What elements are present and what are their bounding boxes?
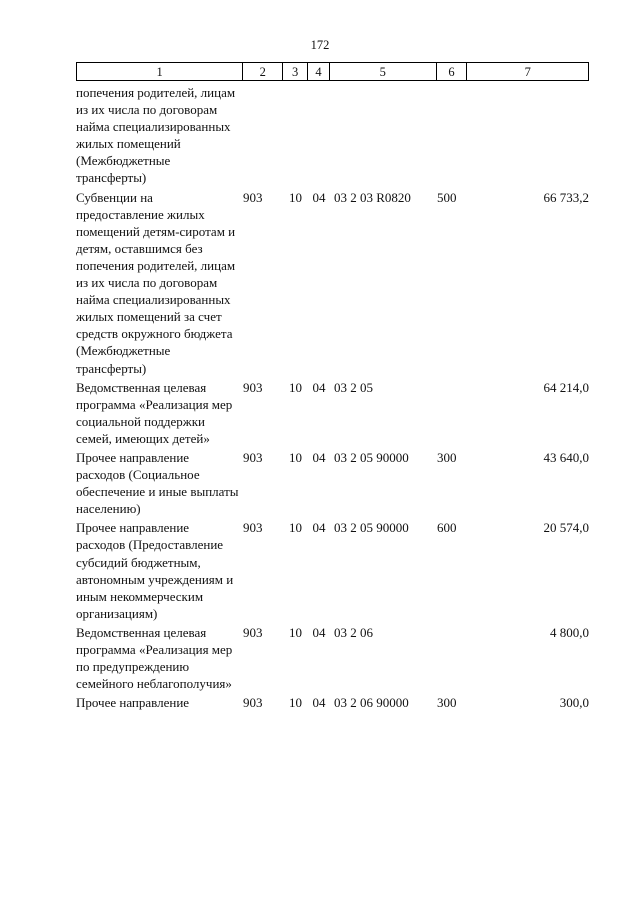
row-code: 903 xyxy=(243,379,263,395)
header-col-4: 4 xyxy=(308,63,330,80)
row-subsection: 04 xyxy=(312,449,326,465)
row-code: 903 xyxy=(243,695,263,711)
row-code: 903 xyxy=(243,449,263,465)
table-row xyxy=(76,694,589,711)
row-target: 03 2 05 90000 xyxy=(334,520,409,536)
row-name: Прочее направление расходов (Социальное обеспечение и иные выплаты населению) xyxy=(76,449,239,517)
table-row xyxy=(76,379,589,447)
row-section: 10 xyxy=(289,624,302,640)
row-subsection: 04 xyxy=(312,379,326,395)
row-section: 10 xyxy=(289,379,302,395)
row-name: Ведомственная целевая программа «Реализация мер социальной поддержки семей, имеющих детей» xyxy=(76,379,233,446)
row-name: попечения родителей, лицам из их числа по договорам найма специализированных жилых помещений (Межбюджетные трансферты) xyxy=(76,85,236,186)
row-subsection: 04 xyxy=(312,520,326,536)
row-code: 903 xyxy=(243,189,263,205)
row-amount: 66 733,2 xyxy=(543,189,589,205)
row-subsection: 04 xyxy=(312,695,326,711)
row-amount: 43 640,0 xyxy=(543,449,589,465)
row-target: 03 2 06 xyxy=(334,624,373,640)
row-target: 03 2 06 90000 xyxy=(334,695,409,711)
table-row xyxy=(76,624,589,692)
row-type: 500 xyxy=(437,189,457,205)
row-name: Субвенции на предоставление жилых помещений детям-сиротам и детям, оставшимся без попечения родителей, лицам из их числа по договорам найма специализированных жилых помещений за счет средств окружного бюджета (Межбюджетные трансферты) xyxy=(76,189,236,376)
header-col-7: 7 xyxy=(524,65,531,79)
row-name: Прочее направление расходов (Предоставление субсидий бюджетным, автономным учреждениям и иным некоммерческим организациям) xyxy=(76,520,234,621)
row-target: 03 2 05 xyxy=(334,379,373,395)
header-col-5: 5 xyxy=(330,63,437,80)
table-row xyxy=(76,519,589,622)
row-code: 903 xyxy=(243,520,263,536)
row-amount: 300,0 xyxy=(559,695,589,711)
row-section: 10 xyxy=(289,695,302,711)
row-amount: 64 214,0 xyxy=(543,379,589,395)
row-code: 903 xyxy=(243,624,263,640)
row-section: 10 xyxy=(289,520,302,536)
row-target: 03 2 05 90000 xyxy=(334,449,409,465)
row-amount: 20 574,0 xyxy=(543,520,589,536)
header-col-3: 3 xyxy=(283,63,308,80)
row-subsection: 04 xyxy=(312,189,326,205)
page-number: 172 xyxy=(310,38,330,52)
header-col-1: 1 xyxy=(77,63,243,80)
header-col-6: 6 xyxy=(437,63,468,80)
row-target: 03 2 03 R0820 xyxy=(334,189,411,205)
row-subsection: 04 xyxy=(312,624,326,640)
row-section: 10 xyxy=(289,449,302,465)
table-header xyxy=(76,62,589,81)
table-body xyxy=(76,84,589,711)
row-type: 600 xyxy=(437,520,457,536)
row-section: 10 xyxy=(289,189,302,205)
table-row xyxy=(76,84,589,187)
row-name: Прочее направление xyxy=(76,695,190,711)
header-col-2: 2 xyxy=(243,63,283,80)
row-name: Ведомственная целевая программа «Реализация мер по предупреждению семейного неблагополучия» xyxy=(76,624,233,692)
row-amount: 4 800,0 xyxy=(550,624,589,640)
row-type: 300 xyxy=(437,449,457,465)
table-row xyxy=(76,189,589,377)
row-type: 300 xyxy=(437,695,457,711)
table-row xyxy=(76,449,589,517)
